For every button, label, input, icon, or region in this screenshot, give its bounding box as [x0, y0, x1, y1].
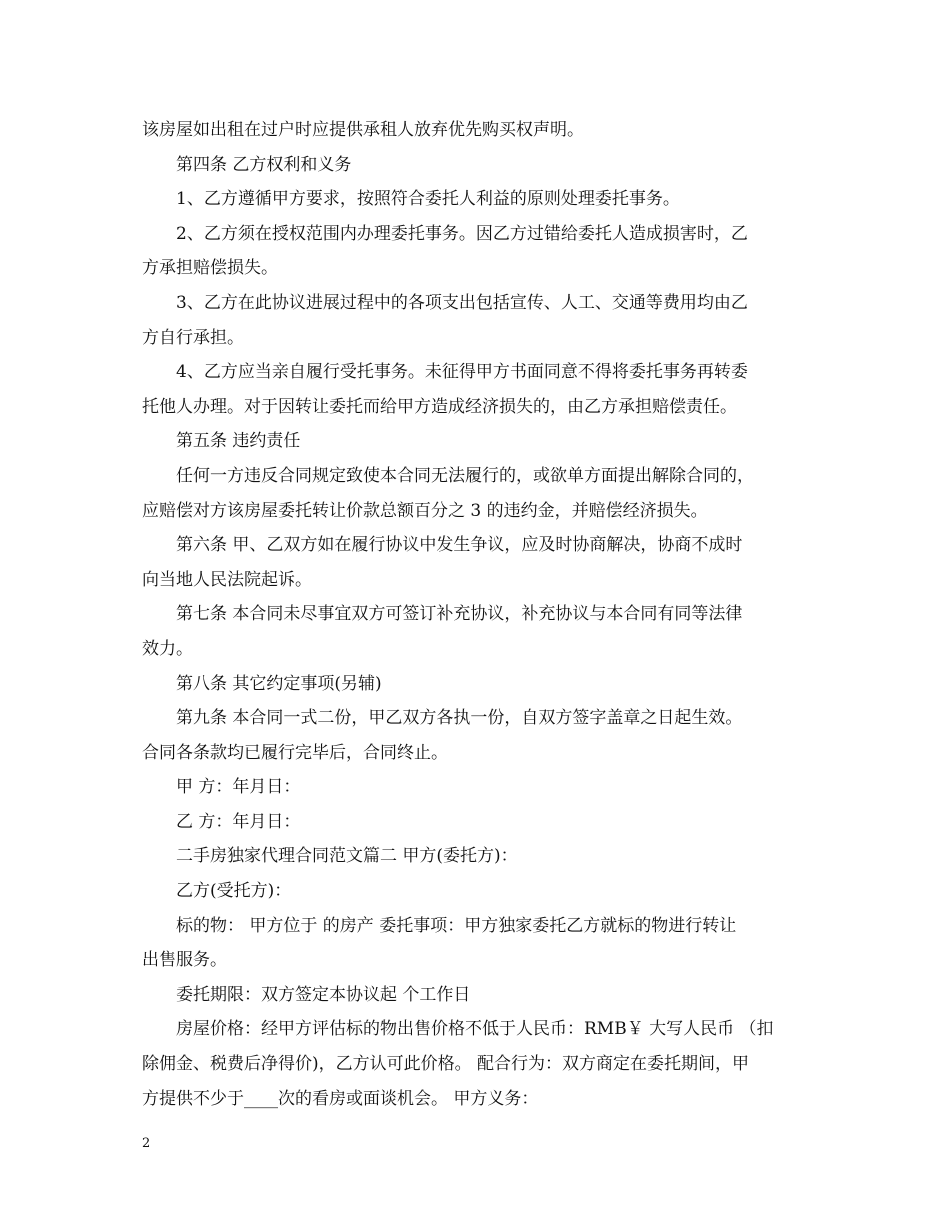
- text-line: 二手房独家代理合同范文篇二 甲方(委托方)：: [176, 846, 518, 867]
- text-line: 向当地人民法院起诉。: [142, 569, 312, 590]
- text-line: 任何一方违反合同规定致使本合同无法履行的，或欲单方面提出解除合同的，: [176, 465, 754, 486]
- text-line: 合同各条款均已履行完毕后，合同终止。: [142, 742, 448, 763]
- page-number: 2: [142, 1136, 151, 1151]
- text-line: 该房屋如出租在过户时应提供承租人放弃优先购买权声明。: [142, 120, 584, 140]
- document-body: [142, 113, 810, 1116]
- text-line: 房屋价格：经甲方评估标的物出售价格不低于人民币：RMB￥ 大写人民币 （扣: [176, 1019, 774, 1040]
- text-line: 1、乙方遵循甲方要求，按照符合委托人利益的原则处理委托事务。: [176, 189, 680, 210]
- text-line: 出售服务。: [142, 950, 227, 971]
- text-line: 第七条 本合同未尽事宜双方可签订补充协议，补充协议与本合同有同等法律: [176, 604, 743, 625]
- text-line: 方自行承担。: [142, 327, 244, 348]
- text-line: 第五条 违约责任: [176, 431, 301, 452]
- text-line: 4、乙方应当亲自履行受托事务。未征得甲方书面同意不得将委托事务再转委: [176, 362, 748, 383]
- text-line: 除佣金、税费后净得价)，乙方认可此价格。 配合行为：双方商定在委托期间，甲: [142, 1054, 750, 1075]
- text-line: 第四条 乙方权利和义务: [176, 154, 352, 175]
- text-line: 第八条 其它约定事项(另辅): [176, 673, 382, 694]
- text-line: 标的物： 甲方位于 的房产 委托事项：甲方独家委托乙方就标的物进行转让: [176, 915, 737, 936]
- text-line: 甲 方：年月日：: [176, 777, 301, 798]
- text-line: 委托期限：双方签定本协议起 个工作日: [176, 984, 471, 1005]
- text-line: 方提供不少于____次的看房或面谈机会。 甲方义务：: [142, 1088, 539, 1109]
- text-line: 应赔偿对方该房屋委托转让价款总额百分之 3 的违约金，并赔偿经济损失。: [142, 500, 708, 521]
- text-line: 第六条 甲、乙双方如在履行协议中发生争议，应及时协商解决，协商不成时: [176, 535, 743, 556]
- text-line: 第九条 本合同一式二份，甲乙双方各执一份，自双方签字盖章之日起生效。: [176, 708, 743, 729]
- text-line: 托他人办理。对于因转让委托而给甲方造成经济损失的，由乙方承担赔偿责任。: [142, 396, 737, 417]
- text-line: 2、乙方须在授权范围内办理委托事务。因乙方过错给委托人造成损害时，乙: [176, 223, 748, 244]
- text-line: 乙 方：年月日：: [176, 811, 301, 832]
- text-line: 方承担赔偿损失。: [142, 258, 278, 279]
- text-line: 效力。: [142, 638, 193, 659]
- text-line: 3、乙方在此协议进展过程中的各项支出包括宣传、人工、交通等费用均由乙: [176, 292, 748, 313]
- text-line: 乙方(受托方)：: [176, 881, 292, 902]
